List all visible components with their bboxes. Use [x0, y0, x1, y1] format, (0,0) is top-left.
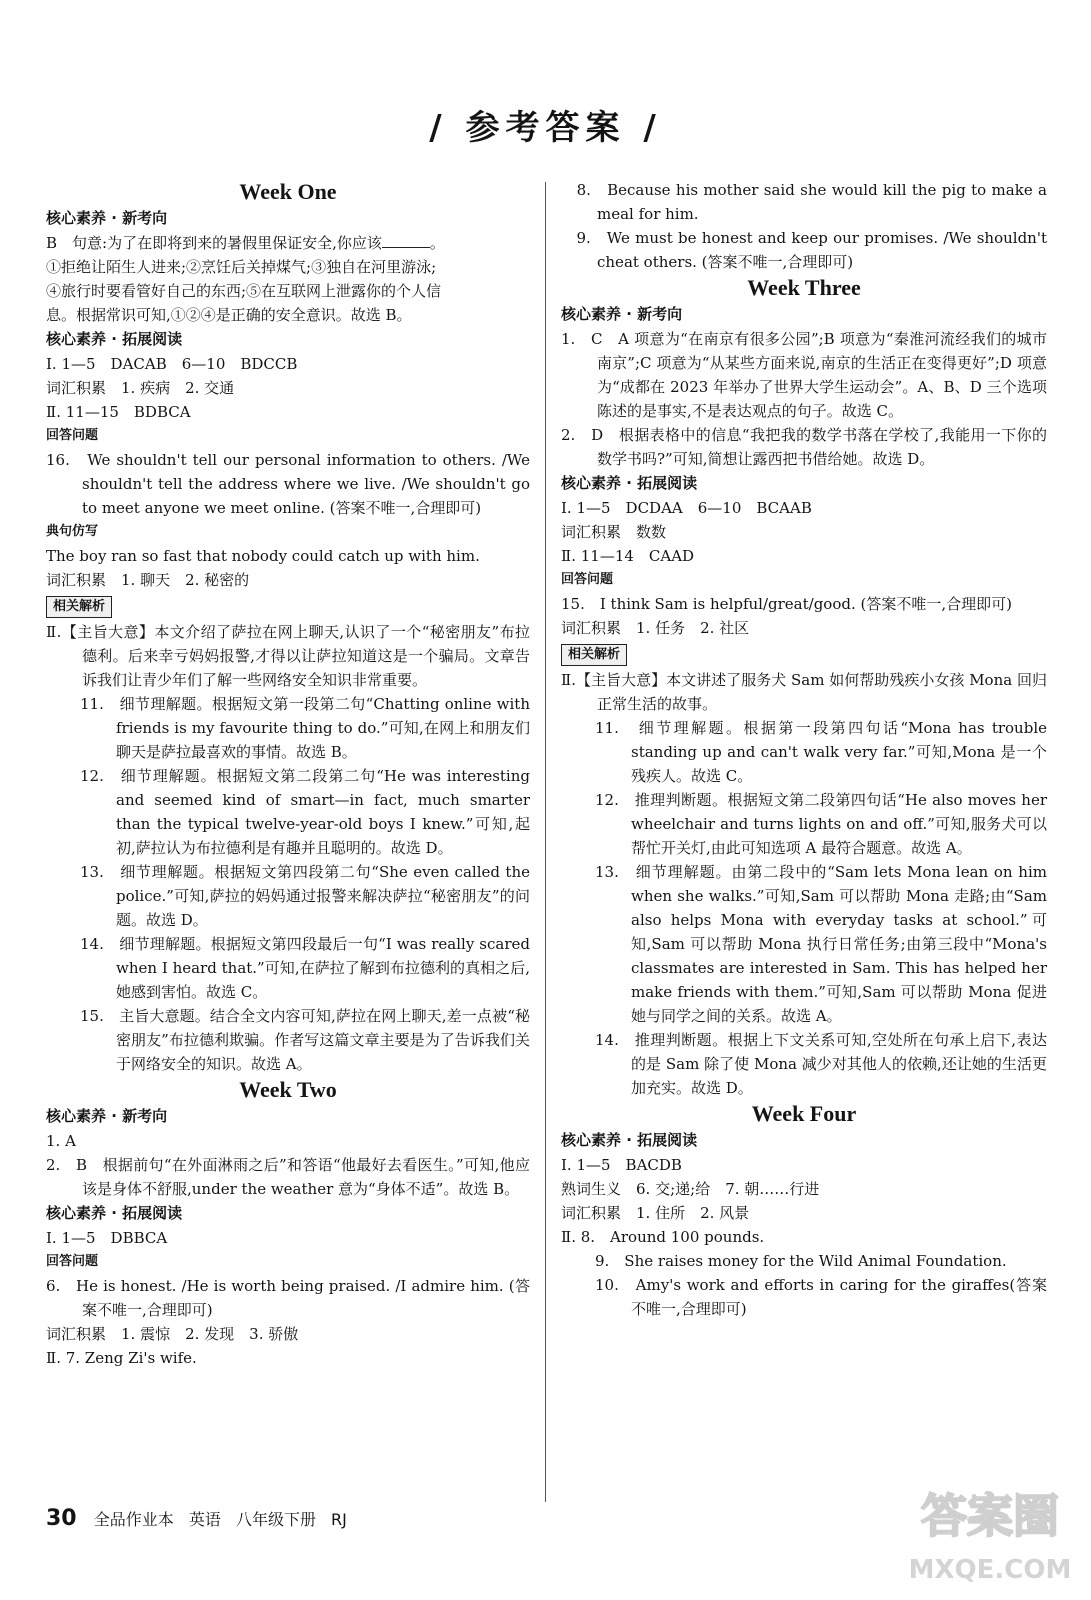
answer-item: 2. D 根据表格中的信息“我把我的数学书落在学校了,我能用一下你的数学书吗?”可知,简想让露西把书借给她。故选 D。 [561, 426, 1047, 468]
period-mark: 。 [429, 234, 445, 252]
answer-line: 词汇积累 1. 震惊 2. 发现 3. 骄傲 [46, 1325, 299, 1343]
section-heading: 核心素养 · 拓展阅读 [561, 1131, 698, 1149]
subsection-label: 回答问题 [561, 572, 614, 587]
watermark-line1: 答案圈 [921, 1489, 1059, 1543]
explanation-item: 12. 细节理解题。根据短文第二段第二句“He was interesting and seemed kind of smart—in fact, much smarter than the typical twelve-year-old boys I knew.”可知,起初,萨拉认为布拉德利是有趣并且聪明的。故选 D。 [80, 767, 530, 857]
column-divider [545, 182, 546, 1502]
answer-item: 8. Because his mother said she would kill the pig to make a meal for him. [561, 181, 1047, 223]
analysis-tag: 相关解析 [561, 644, 627, 666]
answer-line: 词汇积累 1. 疾病 2. 交通 [46, 379, 235, 397]
edition: RJ [331, 1510, 347, 1529]
answer-item: Ⅱ.【主旨大意】本文介绍了萨拉在网上聊天,认识了一个“秘密朋友”布拉德利。后来幸亏妈妈报警,才得以让萨拉知道这是一个骗局。文章告诉我们让青少年们了解一些网络安全知识非常重要。 [46, 623, 530, 689]
answer-line: Ⅱ. 8. Around 100 pounds. [561, 1228, 765, 1246]
answer-blank [382, 233, 430, 248]
week-heading: Week One [239, 179, 337, 204]
answer-line: Ⅰ. 1—5 DBBCA [46, 1229, 168, 1247]
explanation-item: 15. 主旨大意题。结合全文内容可知,萨拉在网上聊天,差一点被“秘密朋友”布拉德利欺骗。作者写这篇文章主要是为了告诉我们关于网络安全的知识。故选 A。 [80, 1007, 530, 1073]
section-heading: 核心素养 · 拓展阅读 [46, 1204, 183, 1222]
section-heading: 核心素养 · 新考向 [46, 1107, 168, 1125]
week-heading: Week Three [747, 275, 861, 300]
answer-line: ①拒绝让陌生人进来;②烹饪后关掉煤气;③独自在河里游泳; [46, 258, 437, 276]
subsection-label: 回答问题 [46, 428, 99, 443]
answer-line: 词汇积累 数数 [561, 523, 667, 541]
answer-item: 6. He is honest. /He is worth being praised. /I admire him. (答案不唯一,合理即可) [46, 1277, 530, 1319]
answer-line: The boy ran so fast that nobody could catch up with him. [46, 547, 480, 565]
explanation-item: 11. 细节理解题。根据短文第一段第二句“Chatting online with friends is my favourite thing to do.”可知,在网上和朋友们聊天是萨拉最喜欢的事情。故选 B。 [80, 695, 530, 761]
answer-line: ④旅行时要看管好自己的东西;⑤在互联网上泄露你的个人信 [46, 282, 442, 300]
explanation-item: 14. 推理判断题。根据上下文关系可知,空处所在句承上启下,表达的是 Sam 除了使 Mona 减少对其他人的依赖,还让她的生活更加充实。故选 D。 [595, 1031, 1047, 1097]
explanation-item: 13. 细节理解题。由第二段中的“Sam lets Mona lean on him when she walks.”可知,Sam 可以帮助 Mona 走路;由“Sam also helps Mona with everyday tasks at school.”可知,Sam 可以帮助 Mona 执行日常任务;由第三段中“Mona's classmates are interested in Sam. This has helped her make friends with them.”可知,Sam 可以帮助 Mona 促进她与同学之间的关系。故选 A。 [595, 863, 1047, 1025]
page-footer [46, 1506, 357, 1531]
answer-line: Ⅰ. 1—5 DACAB 6—10 BDCCB [46, 355, 298, 373]
answer-item: 16. We shouldn't tell our personal information to others. /We shouldn't tell the address where we live. /We shouldn't go to meet anyone we meet online. (答案不唯一,合理即可) [46, 451, 530, 517]
right-column [561, 178, 1047, 1321]
explanation-item: 9. She raises money for the Wild Animal Foundation. [595, 1252, 1007, 1270]
book-name: 全品作业本 [93, 1510, 174, 1529]
answer-item: 15. I think Sam is helpful/great/good. (答案不唯一,合理即可) [561, 595, 1012, 613]
week-heading: Week Four [751, 1101, 857, 1126]
explanation-item: 11. 细节理解题。根据第一段第四句话“Mona has trouble standing up and can't walk very far.”可知,Mona 是一个残疾人。故选 C。 [595, 719, 1047, 785]
watermark-logo [900, 1470, 1080, 1590]
section-heading: 核心素养 · 新考向 [561, 305, 683, 323]
section-heading: 核心素养 · 拓展阅读 [561, 474, 698, 492]
page-number: 30 [46, 1506, 77, 1531]
week-heading: Week Two [239, 1077, 337, 1102]
explanation-item: 14. 细节理解题。根据短文第四段最后一句“I was really scared when I heard that.”可知,在萨拉了解到布拉德利的真相之后,她感到害怕。故选 C。 [80, 935, 530, 1001]
answer-line: 熟词生义 6. 交;递;给 7. 朝……行进 [561, 1180, 820, 1198]
page-title: / 参考答案 / [429, 108, 662, 148]
explanation-item: 10. Amy's work and efforts in caring for the giraffes(答案不唯一,合理即可) [595, 1276, 1047, 1318]
answer-item: 1. C A 项意为“在南京有很多公园”;B 项意为“秦淮河流经我们的城市南京”;C 项意为“从某些方面来说,南京的生活正在变得更好”;D 项意为“成都在 2023 年举办了世界大学生运动会”。A、B、D 三个选项陈述的是事实,不是表达观点的句子。故选 C。 [561, 330, 1047, 420]
answer-item: 2. B 根据前句“在外面淋雨之后”和答语“他最好去看医生。”可知,他应该是身体不舒服,under the weather 意为“身体不适”。故选 B。 [46, 1156, 530, 1198]
subsection-label: 典句仿写 [46, 524, 99, 539]
left-column [46, 178, 530, 1370]
subject: 英语 [188, 1510, 221, 1529]
explanation-item: 12. 推理判断题。根据短文第二段第四句话“He also moves her wheelchair and turns lights on and off.”可知,服务犬可以帮忙开关灯,由此可知选项 A 最符合题意。故选 A。 [595, 791, 1047, 857]
answer-line: Ⅰ. 1—5 DCDAA 6—10 BCAAB [561, 499, 812, 517]
subsection-label: 回答问题 [46, 1254, 99, 1269]
answer-line: 息。根据常识可知,①②④是正确的安全意识。故选 B。 [46, 306, 412, 324]
answer-line: Ⅱ. 7. Zeng Zi's wife. [46, 1349, 197, 1367]
answer-line: 词汇积累 1. 任务 2. 社区 [561, 619, 750, 637]
grade: 八年级下册 [235, 1510, 316, 1529]
answer-line: Ⅱ. 11—14 CAAD [561, 547, 695, 565]
answer-line: 1. A [46, 1132, 76, 1150]
section-heading: 核心素养 · 新考向 [46, 209, 168, 227]
analysis-tag: 相关解析 [46, 596, 112, 618]
answer-line: B 句意:为了在即将到来的暑假里保证安全,你应该 。 [46, 234, 445, 252]
answer-item: 9. We must be honest and keep our promises. /We shouldn't cheat others. (答案不唯一,合理即可) [561, 229, 1047, 271]
answer-line: 词汇积累 1. 住所 2. 风景 [561, 1204, 750, 1222]
answer-line: 词汇积累 1. 聊天 2. 秘密的 [46, 571, 250, 589]
answer-line: Ⅱ. 11—15 BDBCA [46, 403, 191, 421]
watermark-line2: MXQE.COM [908, 1555, 1072, 1585]
section-heading: 核心素养 · 拓展阅读 [46, 330, 183, 348]
answer-item: Ⅱ.【主旨大意】本文讲述了服务犬 Sam 如何帮助残疾小女孩 Mona 回归正常生活的故事。 [561, 671, 1047, 713]
explanation-item: 13. 细节理解题。根据短文第四段第二句“She even called the police.”可知,萨拉的妈妈通过报警来解决萨拉“秘密朋友”的问题。故选 D。 [80, 863, 530, 929]
answer-line: Ⅰ. 1—5 BACDB [561, 1156, 682, 1174]
